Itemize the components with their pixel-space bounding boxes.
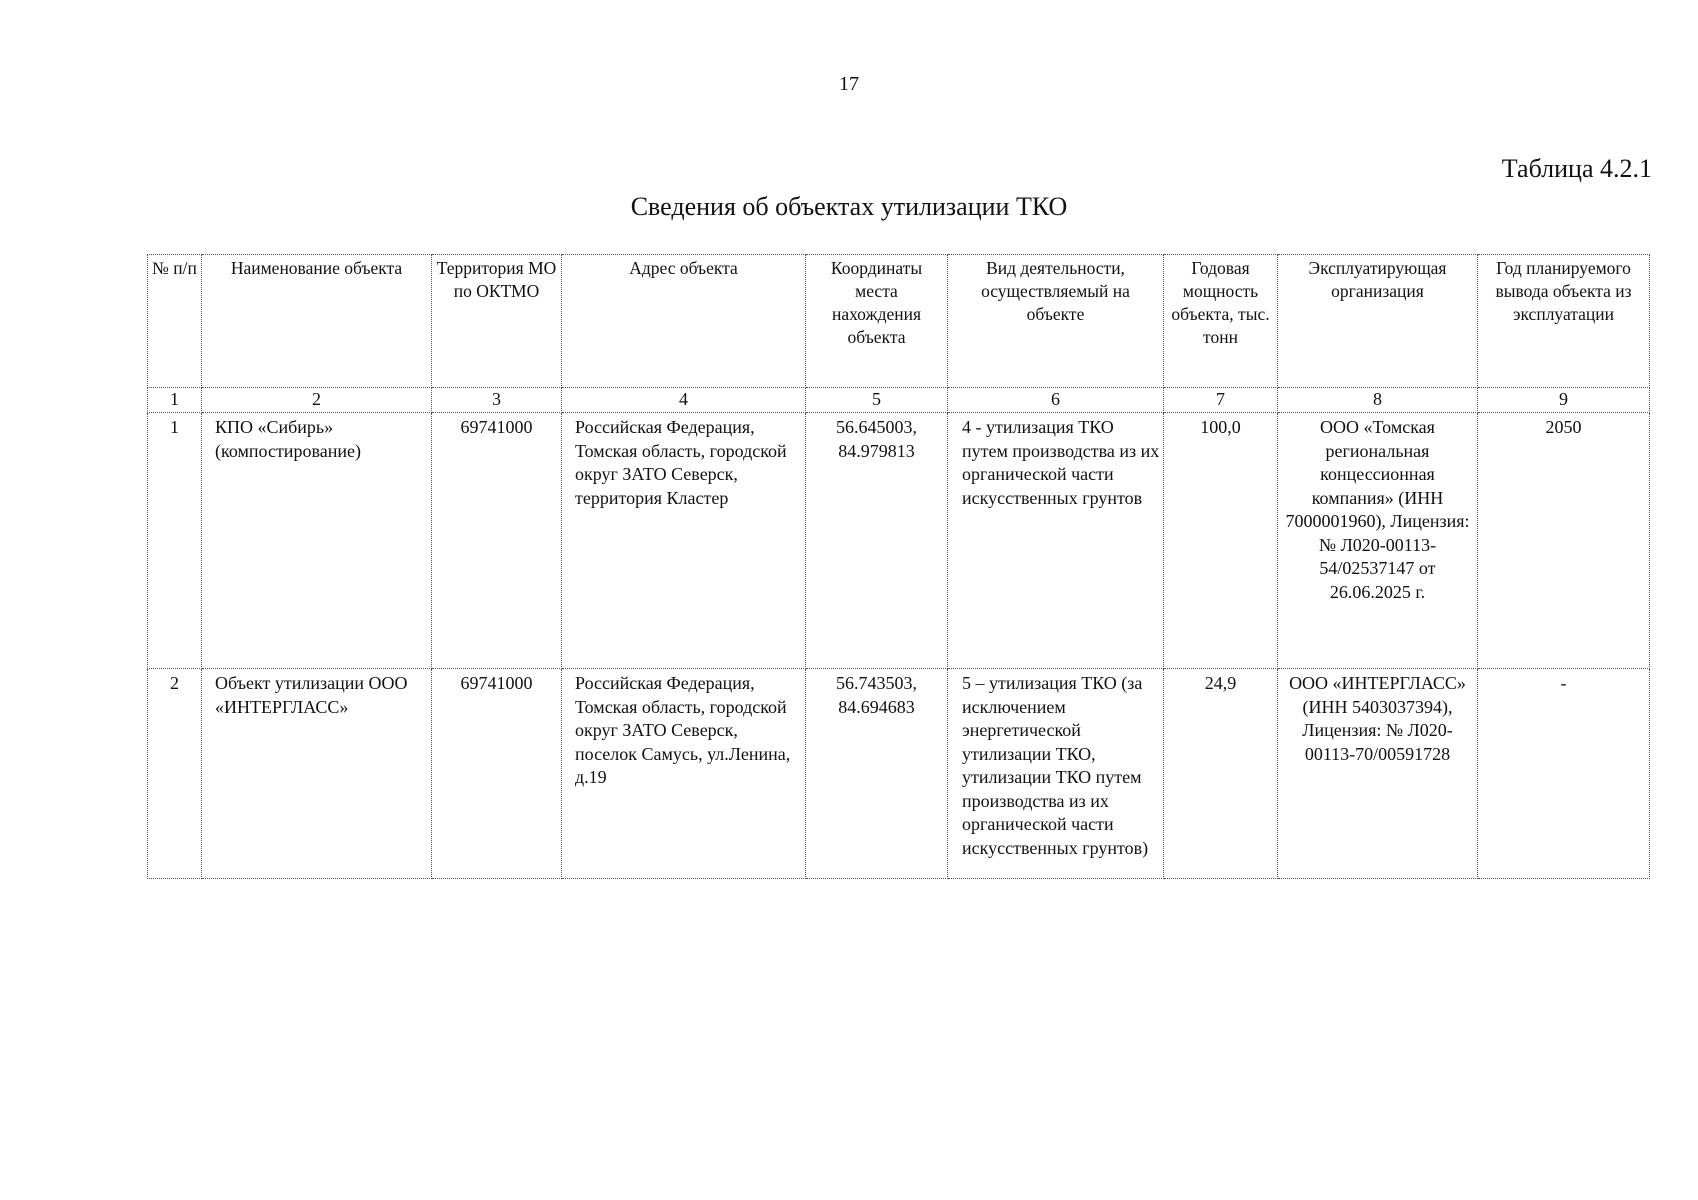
column-number: 6 bbox=[948, 388, 1164, 413]
table-row bbox=[148, 669, 1650, 879]
header-oktmo: Территория МО по ОКТМО bbox=[432, 255, 562, 388]
header-num: № п/п bbox=[148, 255, 202, 388]
page-number: 17 bbox=[839, 73, 859, 95]
table-row bbox=[148, 413, 1650, 669]
cell-decommission-year: 2050 bbox=[1478, 413, 1650, 669]
header-capacity: Годовая мощность объекта, тыс. тонн bbox=[1164, 255, 1278, 388]
cell-coordinates: 56.645003, 84.979813 bbox=[806, 413, 948, 669]
cell-address: Российская Федерация, Томская область, городской округ ЗАТО Северск, поселок Самусь, ул.Ленина, д.19 bbox=[562, 669, 806, 879]
column-number: 5 bbox=[806, 388, 948, 413]
cell-num: 1 bbox=[148, 413, 202, 669]
cell-activity: 4 - утилизация ТКО путем производства из их органической части искусственных грунтов bbox=[948, 413, 1164, 669]
cell-num: 2 bbox=[148, 669, 202, 879]
cell-operator: ООО «ИНТЕРГЛАСС» (ИНН 5403037394), Лицензия: № Л020-00113-70/00591728 bbox=[1278, 669, 1478, 879]
column-numbers-row bbox=[148, 388, 1650, 413]
cell-decommission-year: - bbox=[1478, 669, 1650, 879]
column-number: 1 bbox=[148, 388, 202, 413]
cell-name: КПО «Сибирь» (компостирование) bbox=[202, 413, 432, 669]
column-number: 2 bbox=[202, 388, 432, 413]
cell-coordinates: 56.743503, 84.694683 bbox=[806, 669, 948, 879]
column-number: 9 bbox=[1478, 388, 1650, 413]
column-number: 4 bbox=[562, 388, 806, 413]
cell-operator: ООО «Томская региональная концессионная компания» (ИНН 7000001960), Лицензия: № Л020-00113-54/02537147 от 26.06.2025 г. bbox=[1278, 413, 1478, 669]
header-activity: Вид деятельности, осуществляемый на объекте bbox=[948, 255, 1164, 388]
cell-activity: 5 – утилизация ТКО (за исключением энергетической утилизации ТКО, утилизации ТКО путем производства из их органической части искусственных грунтов) bbox=[948, 669, 1164, 879]
table-header-row bbox=[148, 255, 1650, 388]
cell-address: Российская Федерация, Томская область, городской округ ЗАТО Северск, территория Кластер bbox=[562, 413, 806, 669]
column-number: 3 bbox=[432, 388, 562, 413]
cell-capacity: 100,0 bbox=[1164, 413, 1278, 669]
facilities-table bbox=[147, 254, 1650, 879]
header-decommission-year: Год планируемого вывода объекта из эксплуатации bbox=[1478, 255, 1650, 388]
column-number: 8 bbox=[1278, 388, 1478, 413]
cell-oktmo: 69741000 bbox=[432, 413, 562, 669]
cell-capacity: 24,9 bbox=[1164, 669, 1278, 879]
header-operator: Эксплуатирующая организация bbox=[1278, 255, 1478, 388]
table-label: Таблица 4.2.1 bbox=[1501, 154, 1652, 183]
cell-oktmo: 69741000 bbox=[432, 669, 562, 879]
header-coordinates: Координаты места нахождения объекта bbox=[806, 255, 948, 388]
header-name: Наименование объекта bbox=[202, 255, 432, 388]
column-number: 7 bbox=[1164, 388, 1278, 413]
cell-name: Объект утилизации ООО «ИНТЕРГЛАСС» bbox=[202, 669, 432, 879]
header-address: Адрес объекта bbox=[562, 255, 806, 388]
document-title: Сведения об объектах утилизации ТКО bbox=[630, 192, 1068, 221]
